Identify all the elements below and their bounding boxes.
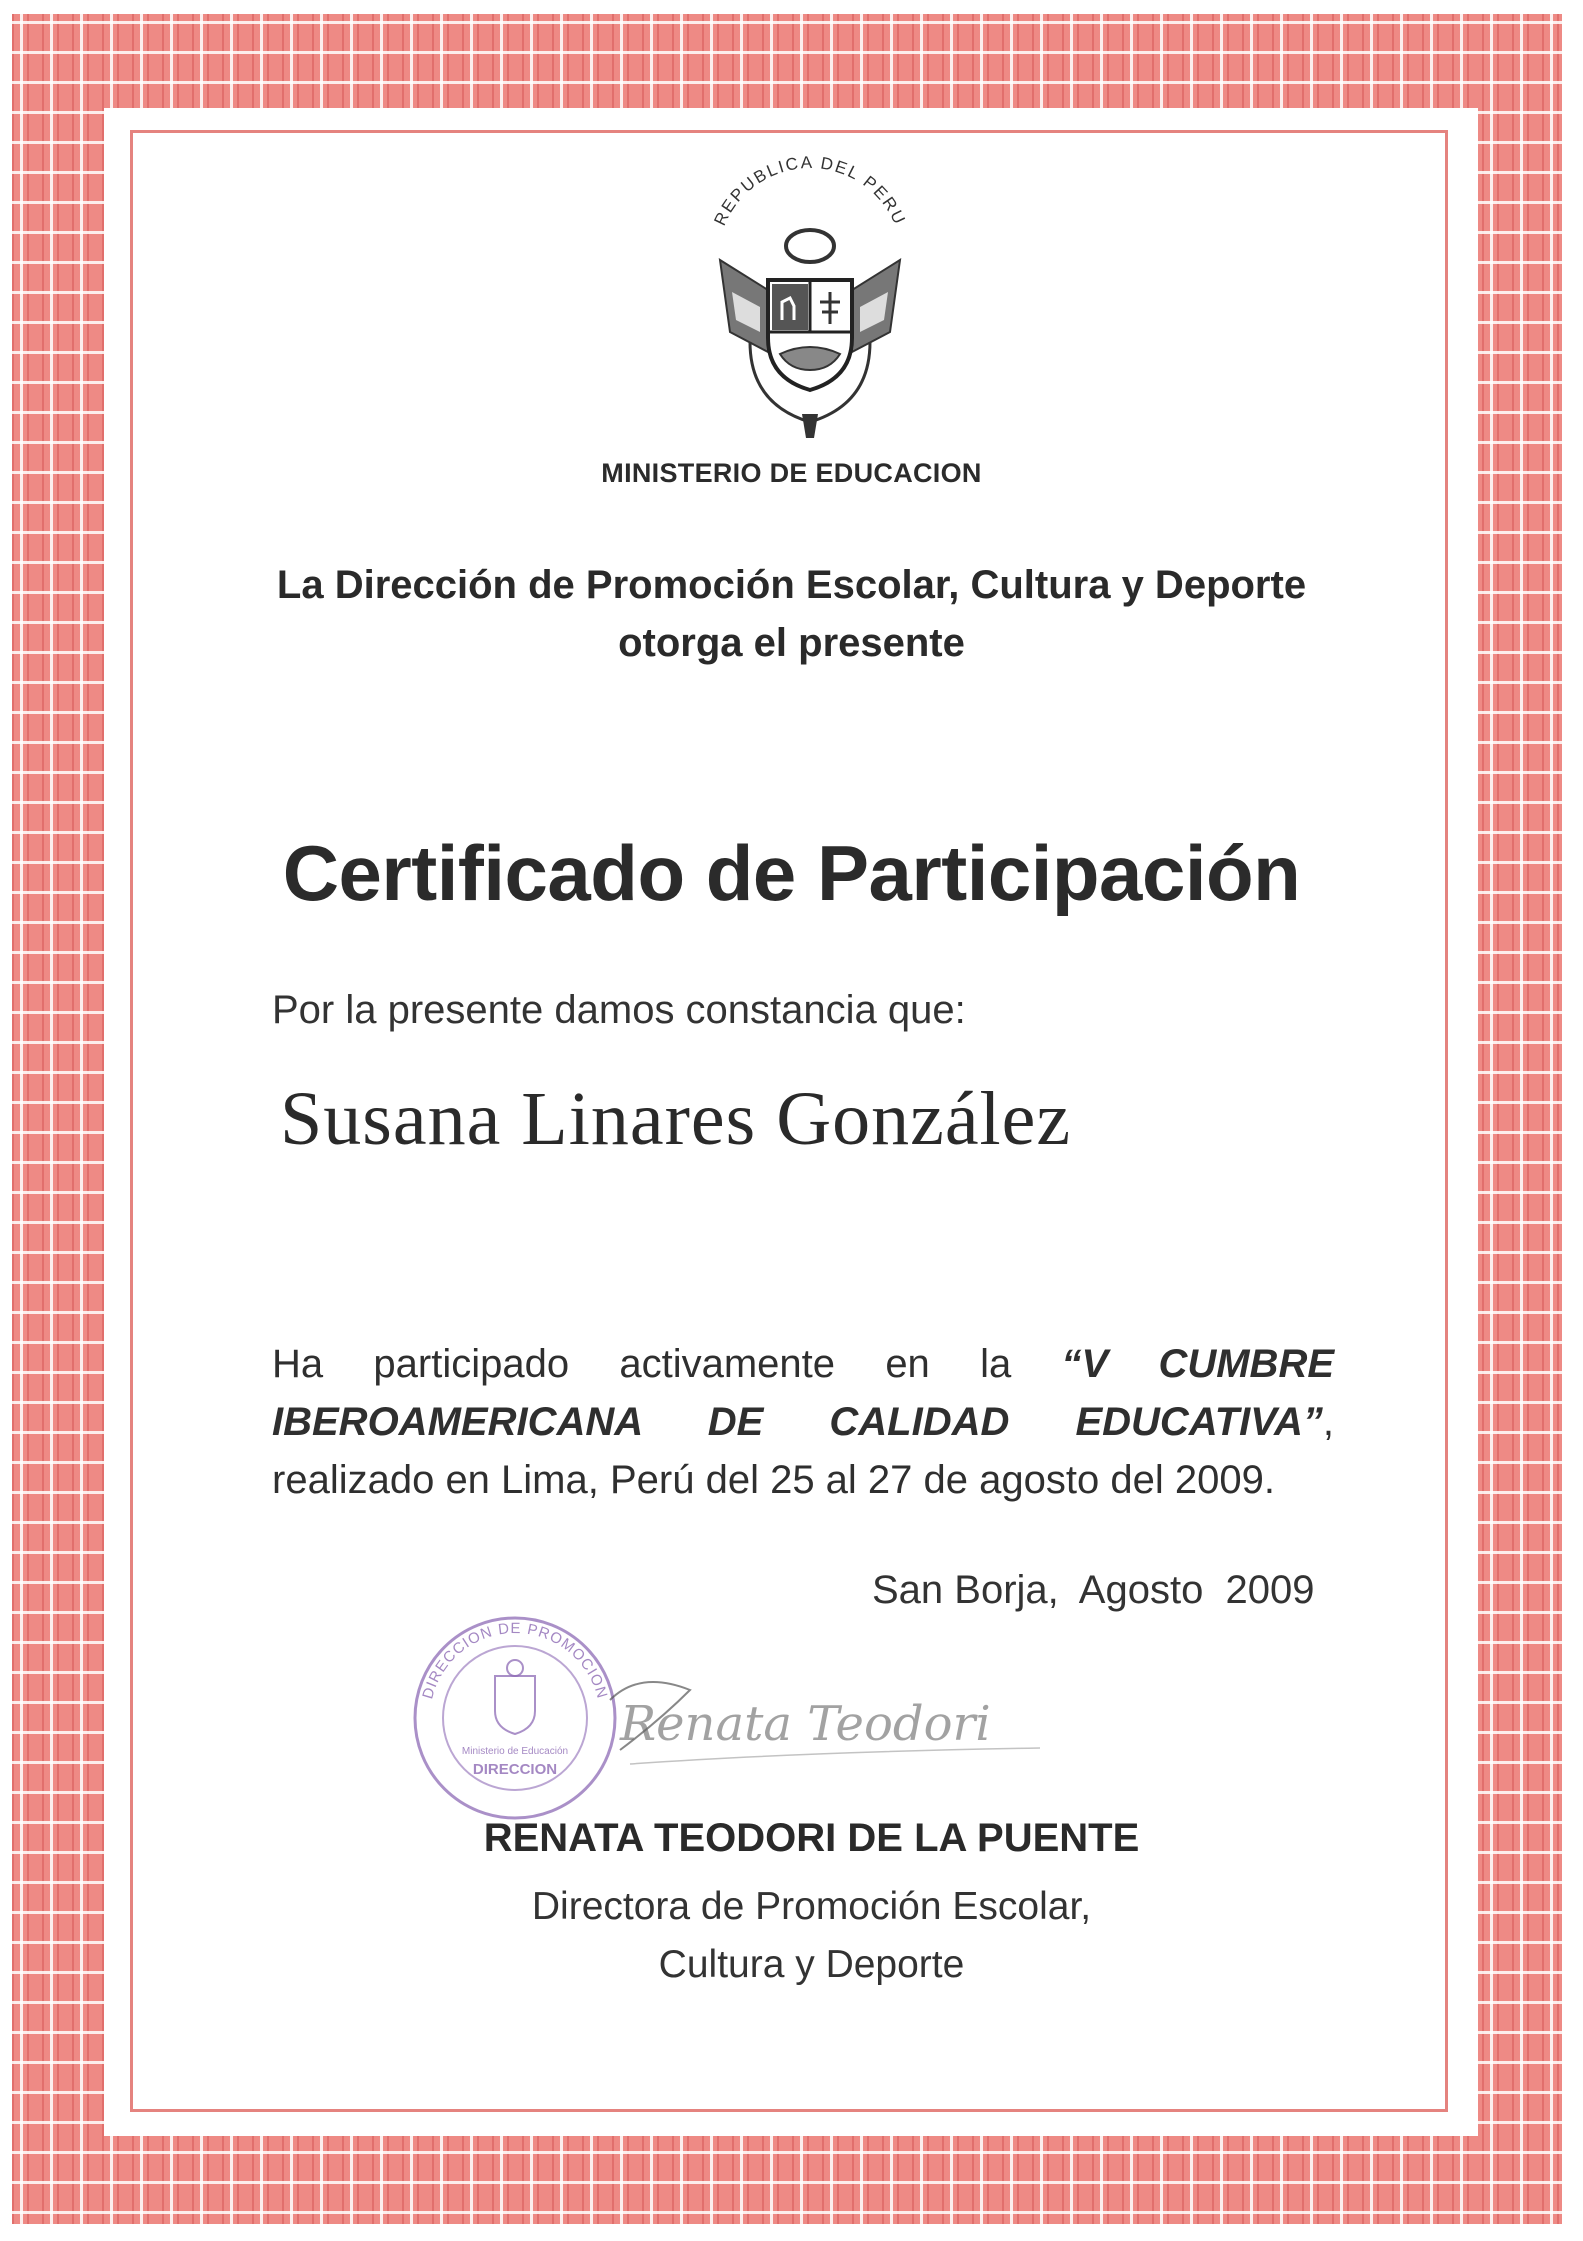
coat-of-arms-icon [690,142,930,442]
stamp-center-line-1: Ministerio de Educación [461,1746,569,1757]
emblem-arc-text: REPUBLICA DEL PERU [710,152,910,229]
participation-statement [272,1335,1334,1509]
statement-suffix: , realizado en Lima, Perú del 25 al 27 de agosto del 2009. [272,1400,1334,1502]
direction-line-1: La Dirección de Promoción Escolar, Cultura y Deporte [276,563,1307,607]
statement-prefix: Ha participado activamente en la [272,1342,1062,1386]
intro-text: Por la presente damos constancia que: [272,988,966,1032]
signatory-role [0,1878,1583,1994]
ministry-name: MINISTERIO DE EDUCACION [601,458,982,488]
certificate-title: Certificado de Participación [282,829,1301,917]
event-name: “V CUMBRE IBEROAMERICANA DE CALIDAD EDUCATIVA” [272,1342,1335,1444]
signatory-name: RENATA TEODORI DE LA PUENTE [483,1816,1140,1860]
signature-script: Renata Teodori [620,1696,991,1752]
signatory-role-line-2: Cultura y Deporte [658,1943,965,1986]
direction-line-2: otorga el presente [618,621,965,665]
svg-text:REPUBLICA DEL PERU [710,153,909,229]
handwritten-signature-icon [600,1660,1060,1790]
official-stamp-icon [400,1606,630,1826]
stamp-ring-text: DIRECCION DE PROMOCION [419,1619,611,1701]
recipient-name: Susana Linares González [280,1077,1072,1161]
signatory-role-line-1: Directora de Promoción Escolar, [531,1885,1092,1928]
stamp-center-line-2: DIRECCION [472,1761,558,1778]
issuing-direction [0,556,1583,672]
place-and-date: San Borja, Agosto 2009 [872,1568,1315,1612]
